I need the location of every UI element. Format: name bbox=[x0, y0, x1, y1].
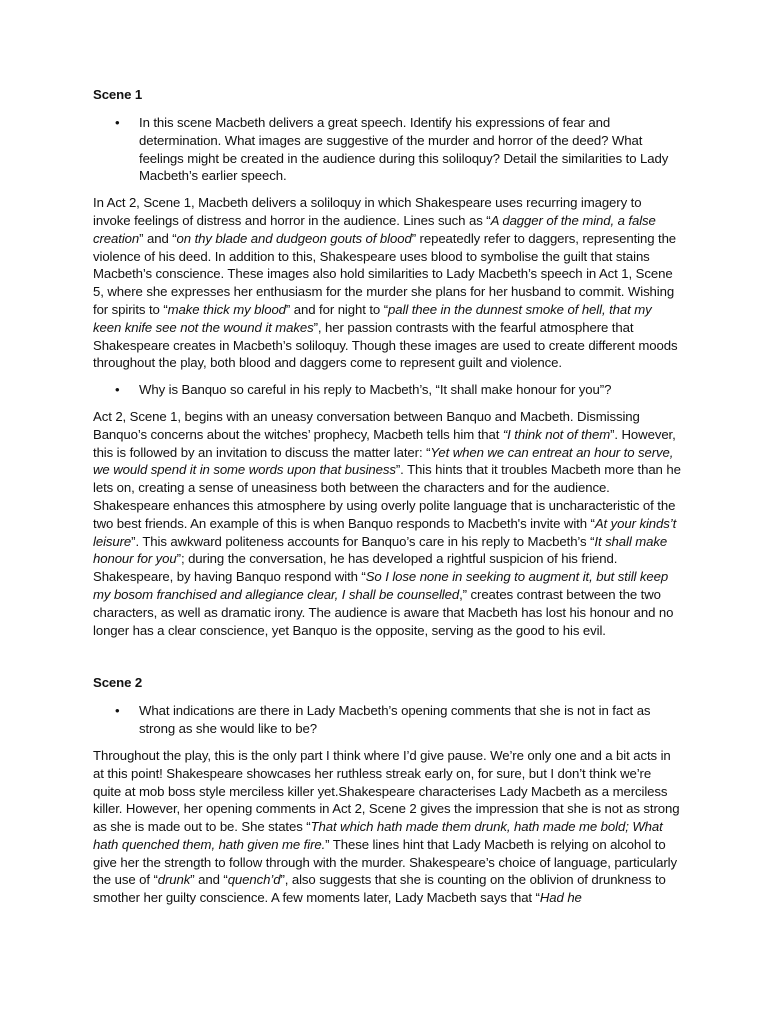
body-text: ” and “ bbox=[139, 230, 177, 246]
body-text: ,” creates contrast between the two characters, as well as dramatic irony. The audience is aware that Macbeth has lost his honour and no longer has a clear conscience, yet Banquo is the opposite, serving as the good to his evil. bbox=[93, 586, 674, 638]
quote-text: At your kinds’t leisure bbox=[93, 515, 677, 549]
scene-1-question-1 bbox=[93, 114, 681, 185]
quote-text: A dagger of the mind, a false creation bbox=[93, 212, 656, 246]
bullet-icon: • bbox=[115, 115, 120, 130]
body-text: ”; during the conversation, he has developed a rightful suspicion of his friend. Shakespeare, by having Banquo respond with “ bbox=[93, 551, 618, 585]
quote-text: on thy blade and dudgeon gouts of blood bbox=[176, 230, 412, 246]
question-text: Why is Banquo so careful in his reply to Macbeth’s, “It shall make honour for you”? bbox=[139, 382, 612, 398]
quote-text: “I think not of them bbox=[502, 426, 611, 442]
bullet-icon: • bbox=[115, 703, 120, 719]
body-text: ” These lines hint that Lady Macbeth is relying on alcohol to give her the strength to follow through with the murder. Shakespeare’s choice of language, particularly the use of “ bbox=[93, 836, 677, 888]
quote-text: make thick my blood bbox=[167, 301, 286, 317]
scene-2-answer-1 bbox=[93, 747, 681, 907]
quote-text: It shall make honour for you bbox=[93, 533, 668, 567]
quote-text: That which hath made them drunk, hath made me bold; What hath quenched them, hath given me fire. bbox=[93, 819, 663, 852]
quote-text: drunk bbox=[157, 872, 191, 888]
body-text: ” and “ bbox=[190, 872, 228, 888]
scene-2-heading: Scene 2 bbox=[93, 675, 143, 691]
quote-text: pall thee in the dunnest smoke of hell, that my keen knife see not the wound it makes bbox=[93, 301, 652, 335]
quote-text: Had he bbox=[539, 890, 582, 906]
question-text: What indications are there in Lady Macbeth’s opening comments that she is not in fact as strong as she would like to be? bbox=[139, 703, 651, 737]
body-text: ” repeatedly refer to daggers, representing the violence of his deed. In addition to this, Shakespeare uses blood to symbolise the guilt that stains Macbeth’s conscience. These images also hold similarities to Lady Macbeth’s speech in Act 1, Scene 5, where she expresses her enthusiasm for the murder she plans for her husband to commit. Wishing for spirits to “ bbox=[93, 230, 677, 317]
quote-text: Yet when we can entreat an hour to serve, we would spend it in some words upon that business bbox=[93, 444, 674, 478]
scene-1-question-2 bbox=[93, 381, 681, 399]
document-page bbox=[93, 86, 681, 907]
scene-1-heading: Scene 1 bbox=[93, 87, 143, 102]
scene-1-answer-1 bbox=[93, 194, 681, 372]
body-text: ”, also suggests that she is counting on the oblivion of drunkness to smother her guilty conscience. A few moments later, Lady Macbeth says that “ bbox=[93, 872, 666, 906]
question-text: In this scene Macbeth delivers a great speech. Identify his expressions of fear and determination. What images are suggestive of the murder and horror of the deed? What feelings might be created in the audience during this soliloquy? Detail the similarities to Lady Macbeth’s earlier speech. bbox=[139, 115, 669, 184]
quote-text: So I lose none in seeking to augment it, but still keep my bosom franchised and allegiance clear, I shall be counselled bbox=[93, 569, 669, 602]
body-text: ”, her passion contrasts with the fearful atmosphere that Shakespeare creates in Macbeth’s soliloquy. Though these images are used to create different moods throughout the play, both blood and daggers come to represent guilt and violence. bbox=[93, 319, 678, 371]
body-text: ”. This hints that it troubles Macbeth more than he lets on, creating a sense of uneasiness both between the characters and for the audience. Shakespeare enhances this atmosphere by using overly polite language that is uncharacteristic of the two best friends. An example of this is when Banquo responds to Macbeth's invite with “ bbox=[93, 462, 681, 531]
quote-text: quench’d bbox=[227, 872, 281, 888]
body-text: Throughout the play, this is the only part I think where I’d give pause. We’re only one and a bit acts in at this point! Shakespeare showcases her ruthless streak early on, for sure, but I don’t think we’re quite at mob boss style merciless killer yet.Shakespeare characterises Lady Macbeth as a merciless killer. However, her opening comments in Act 2, Scene 2 gives the impression that she is not as strong as she is made out to be. She states “ bbox=[93, 747, 680, 835]
body-text: ” and for night to “ bbox=[285, 301, 389, 317]
body-text: Act 2, Scene 1, begins with an uneasy conversation between Banquo and Macbeth. Dismissing Banquo’s concerns about the witches’ prophecy, Macbeth tells him that bbox=[93, 408, 640, 442]
scene-1-answer-2 bbox=[93, 408, 681, 639]
body-text: ”. This awkward politeness accounts for Banquo’s care in his reply to Macbeth’s “ bbox=[131, 533, 595, 549]
scene-2-question-1 bbox=[93, 702, 681, 738]
body-text: In Act 2, Scene 1, Macbeth delivers a soliloquy in which Shakespeare uses recurring imagery to invoke feelings of distress and horror in the audience. Lines such as “ bbox=[93, 195, 642, 228]
body-text: ”. However, this is followed by an invitation to discuss the matter later: “ bbox=[93, 426, 676, 460]
bullet-icon: • bbox=[115, 382, 120, 398]
